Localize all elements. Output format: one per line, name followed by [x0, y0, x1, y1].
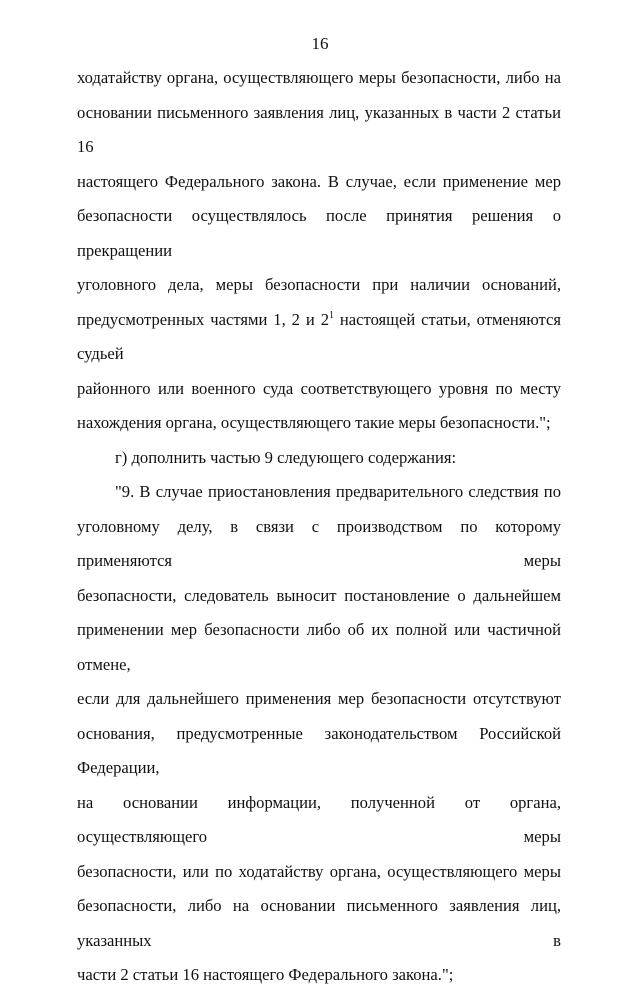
paragraph-part-9 — [77, 475, 561, 993]
text-line: безопасности, следователь выносит постановление о дальнейшем — [77, 585, 561, 605]
text-line: основании письменного заявления лиц, указанных в части 2 статьи 16 — [77, 102, 561, 156]
text-line: если для дальнейшего применения мер безопасности отсутствуют — [77, 689, 561, 708]
text-line: безопасности, или по ходатайству органа, осуществляющего меры — [77, 861, 561, 881]
text-line: нахождения органа, осуществляющего такие меры безопасности."; — [77, 413, 551, 432]
text-fragment: предусмотренных частями 1, 2 и 2 — [77, 309, 329, 329]
text-line: части 2 статьи 16 настоящего Федерального закона."; — [77, 965, 454, 984]
text-line: уголовного дела, меры безопасности при наличии оснований, — [77, 275, 561, 294]
superscript: 1 — [329, 309, 334, 321]
text-line: ходатайству органа, осуществляющего меры безопасности, либо на — [77, 68, 561, 87]
text-line: основания, предусмотренные законодательством Российской Федерации, — [77, 723, 561, 777]
page-number: 16 — [311, 34, 329, 53]
text-line: применении мер безопасности либо об их полной или частичной отмене, — [77, 620, 561, 674]
text-line: г) дополнить частью 9 следующего содержания: — [115, 447, 457, 467]
text-line: настоящего Федерального закона. В случае, если применение мер — [77, 171, 561, 191]
paragraph-amendment-item — [77, 441, 561, 476]
document-body — [77, 61, 561, 993]
text-line — [77, 303, 561, 372]
text-fragment: настоящей статьи, отменяются судьей — [77, 309, 561, 363]
text-line: на основании информации, полученной от органа, осуществляющего меры — [77, 792, 561, 846]
text-line: уголовному делу, в связи с производством по которому применяются меры — [77, 516, 561, 570]
text-line: безопасности, либо на основании письменного заявления лиц, указанных в — [77, 896, 561, 950]
text-line: "9. В случае приостановления предварительного следствия по — [115, 482, 561, 501]
text-line: районного или военного суда соответствующего уровня по месту — [77, 378, 561, 398]
text-line: безопасности осуществлялось после принятия решения о прекращении — [77, 206, 561, 260]
paragraph-continuation — [77, 61, 561, 441]
